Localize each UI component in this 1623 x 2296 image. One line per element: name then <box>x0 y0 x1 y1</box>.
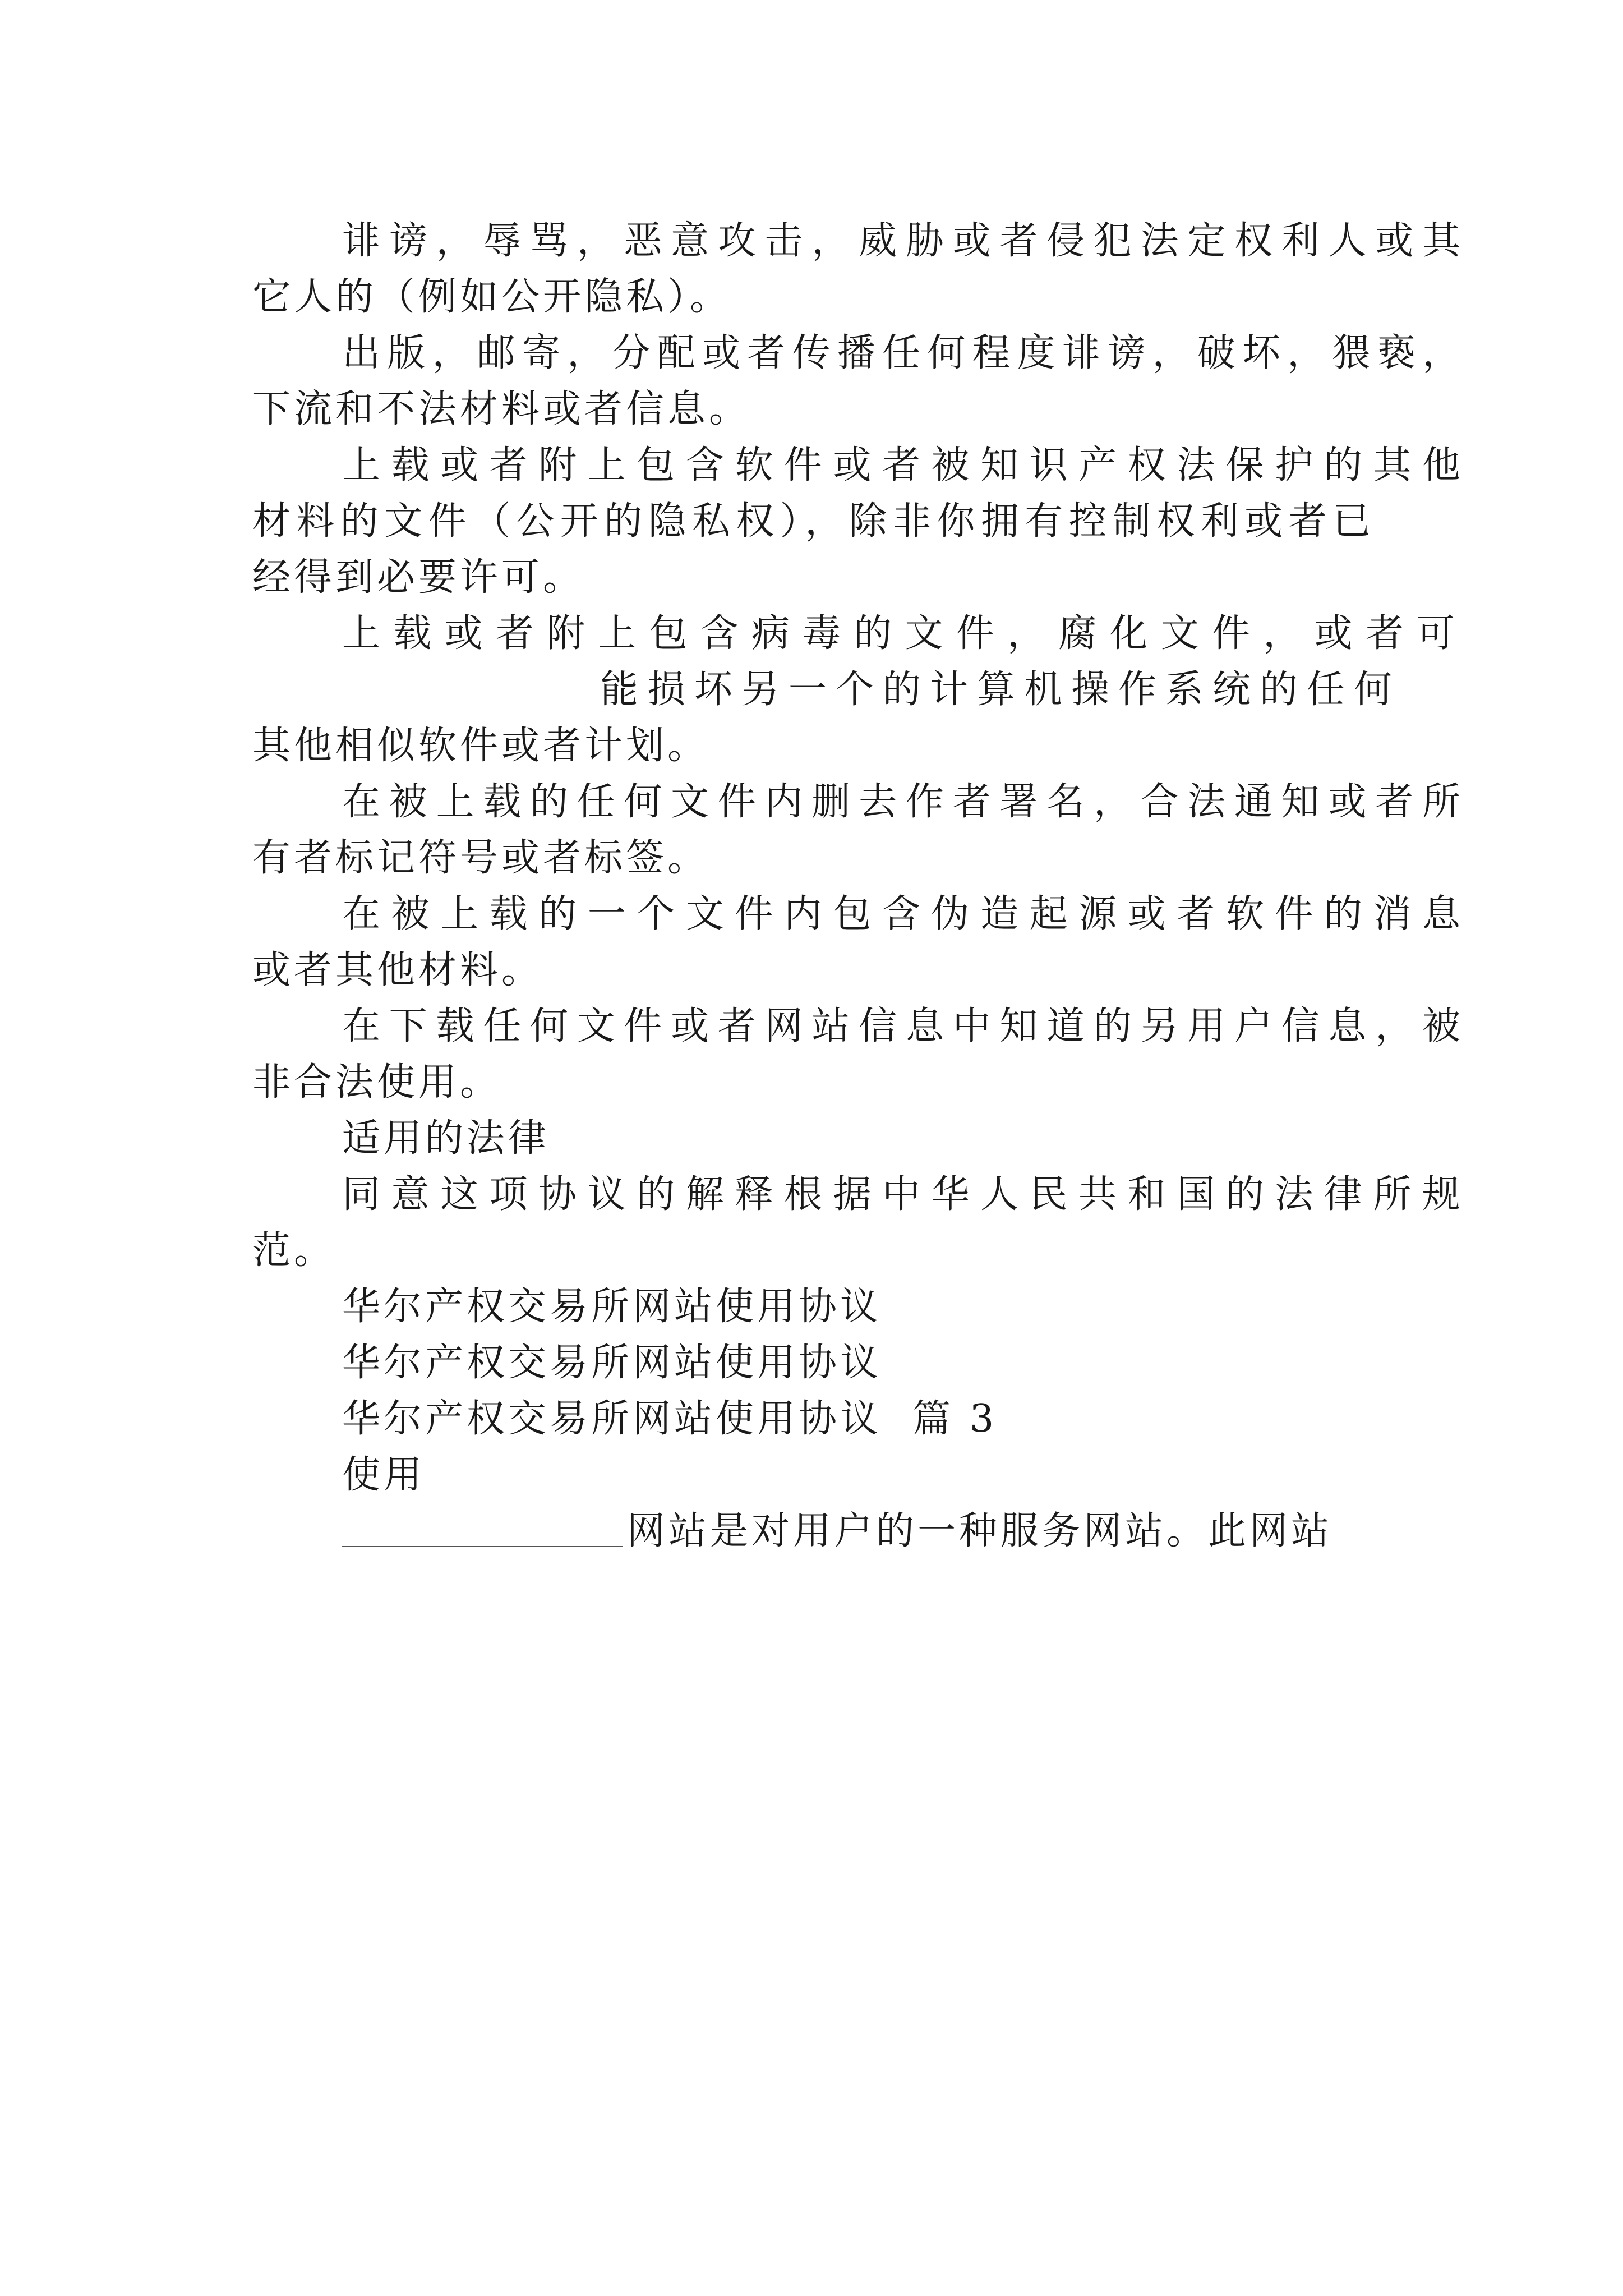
paragraph-line: 同意这项协议的解释根据中华人民共和国的法律所规 <box>342 1172 1464 1217</box>
section-heading: 适用的法律 <box>342 1116 550 1161</box>
fill-in-blank <box>342 1507 623 1547</box>
paragraph-line: 出版，邮寄，分配或者传播任何程度诽谤，破坏，猥亵， <box>342 331 1464 375</box>
paragraph-line: 诽谤，辱骂，恶意攻击，威胁或者侵犯法定权利人或其 <box>342 219 1464 263</box>
paragraph-line: 材料的文件（公开的隐私权），除非你拥有控制权利或者已 <box>252 499 1374 544</box>
paragraph-line: 或者其他材料。 <box>252 948 543 992</box>
paragraph-line: 它人的（例如公开隐私）。 <box>252 275 732 319</box>
paragraph-line-text: 网站是对用户的一种服务网站。此网站 <box>627 1509 1333 1553</box>
document-title-line: 华尔产权交易所网站使用协议 篇 3 <box>342 1397 998 1441</box>
paragraph-line: 能损坏另一个的计算机操作系统的任何 <box>600 668 1401 712</box>
paragraph-line: 在被上载的任何文件内删去作者署名，合法通知或者所 <box>342 780 1464 824</box>
document-title-line: 华尔产权交易所网站使用协议 <box>342 1285 882 1329</box>
paragraph-line: 上载或者附上包含病毒的文件，腐化文件，或者可 <box>342 611 1464 656</box>
paragraph-line: 经得到必要许可。 <box>252 555 585 600</box>
section-heading: 使用 <box>342 1453 426 1497</box>
paragraph-line: 有者标记符号或者标签。 <box>252 836 709 880</box>
paragraph-line: 范。 <box>252 1228 336 1273</box>
paragraph-line: 在下载任何文件或者网站信息中知道的另用户信息，被 <box>342 1004 1464 1048</box>
paragraph-line: 非合法使用。 <box>252 1060 502 1105</box>
paragraph-line: 下流和不法材料或者信息。 <box>252 387 751 431</box>
paragraph-line: 其他相似软件或者计划。 <box>252 724 709 768</box>
paragraph-line: 在被上载的一个文件内包含伪造起源或者软件的消息 <box>342 892 1464 936</box>
document-title-line: 华尔产权交易所网站使用协议 <box>342 1341 882 1385</box>
paragraph-line: 上载或者附上包含软件或者被知识产权法保护的其他 <box>342 443 1464 487</box>
paragraph-line <box>252 1503 1464 1559</box>
